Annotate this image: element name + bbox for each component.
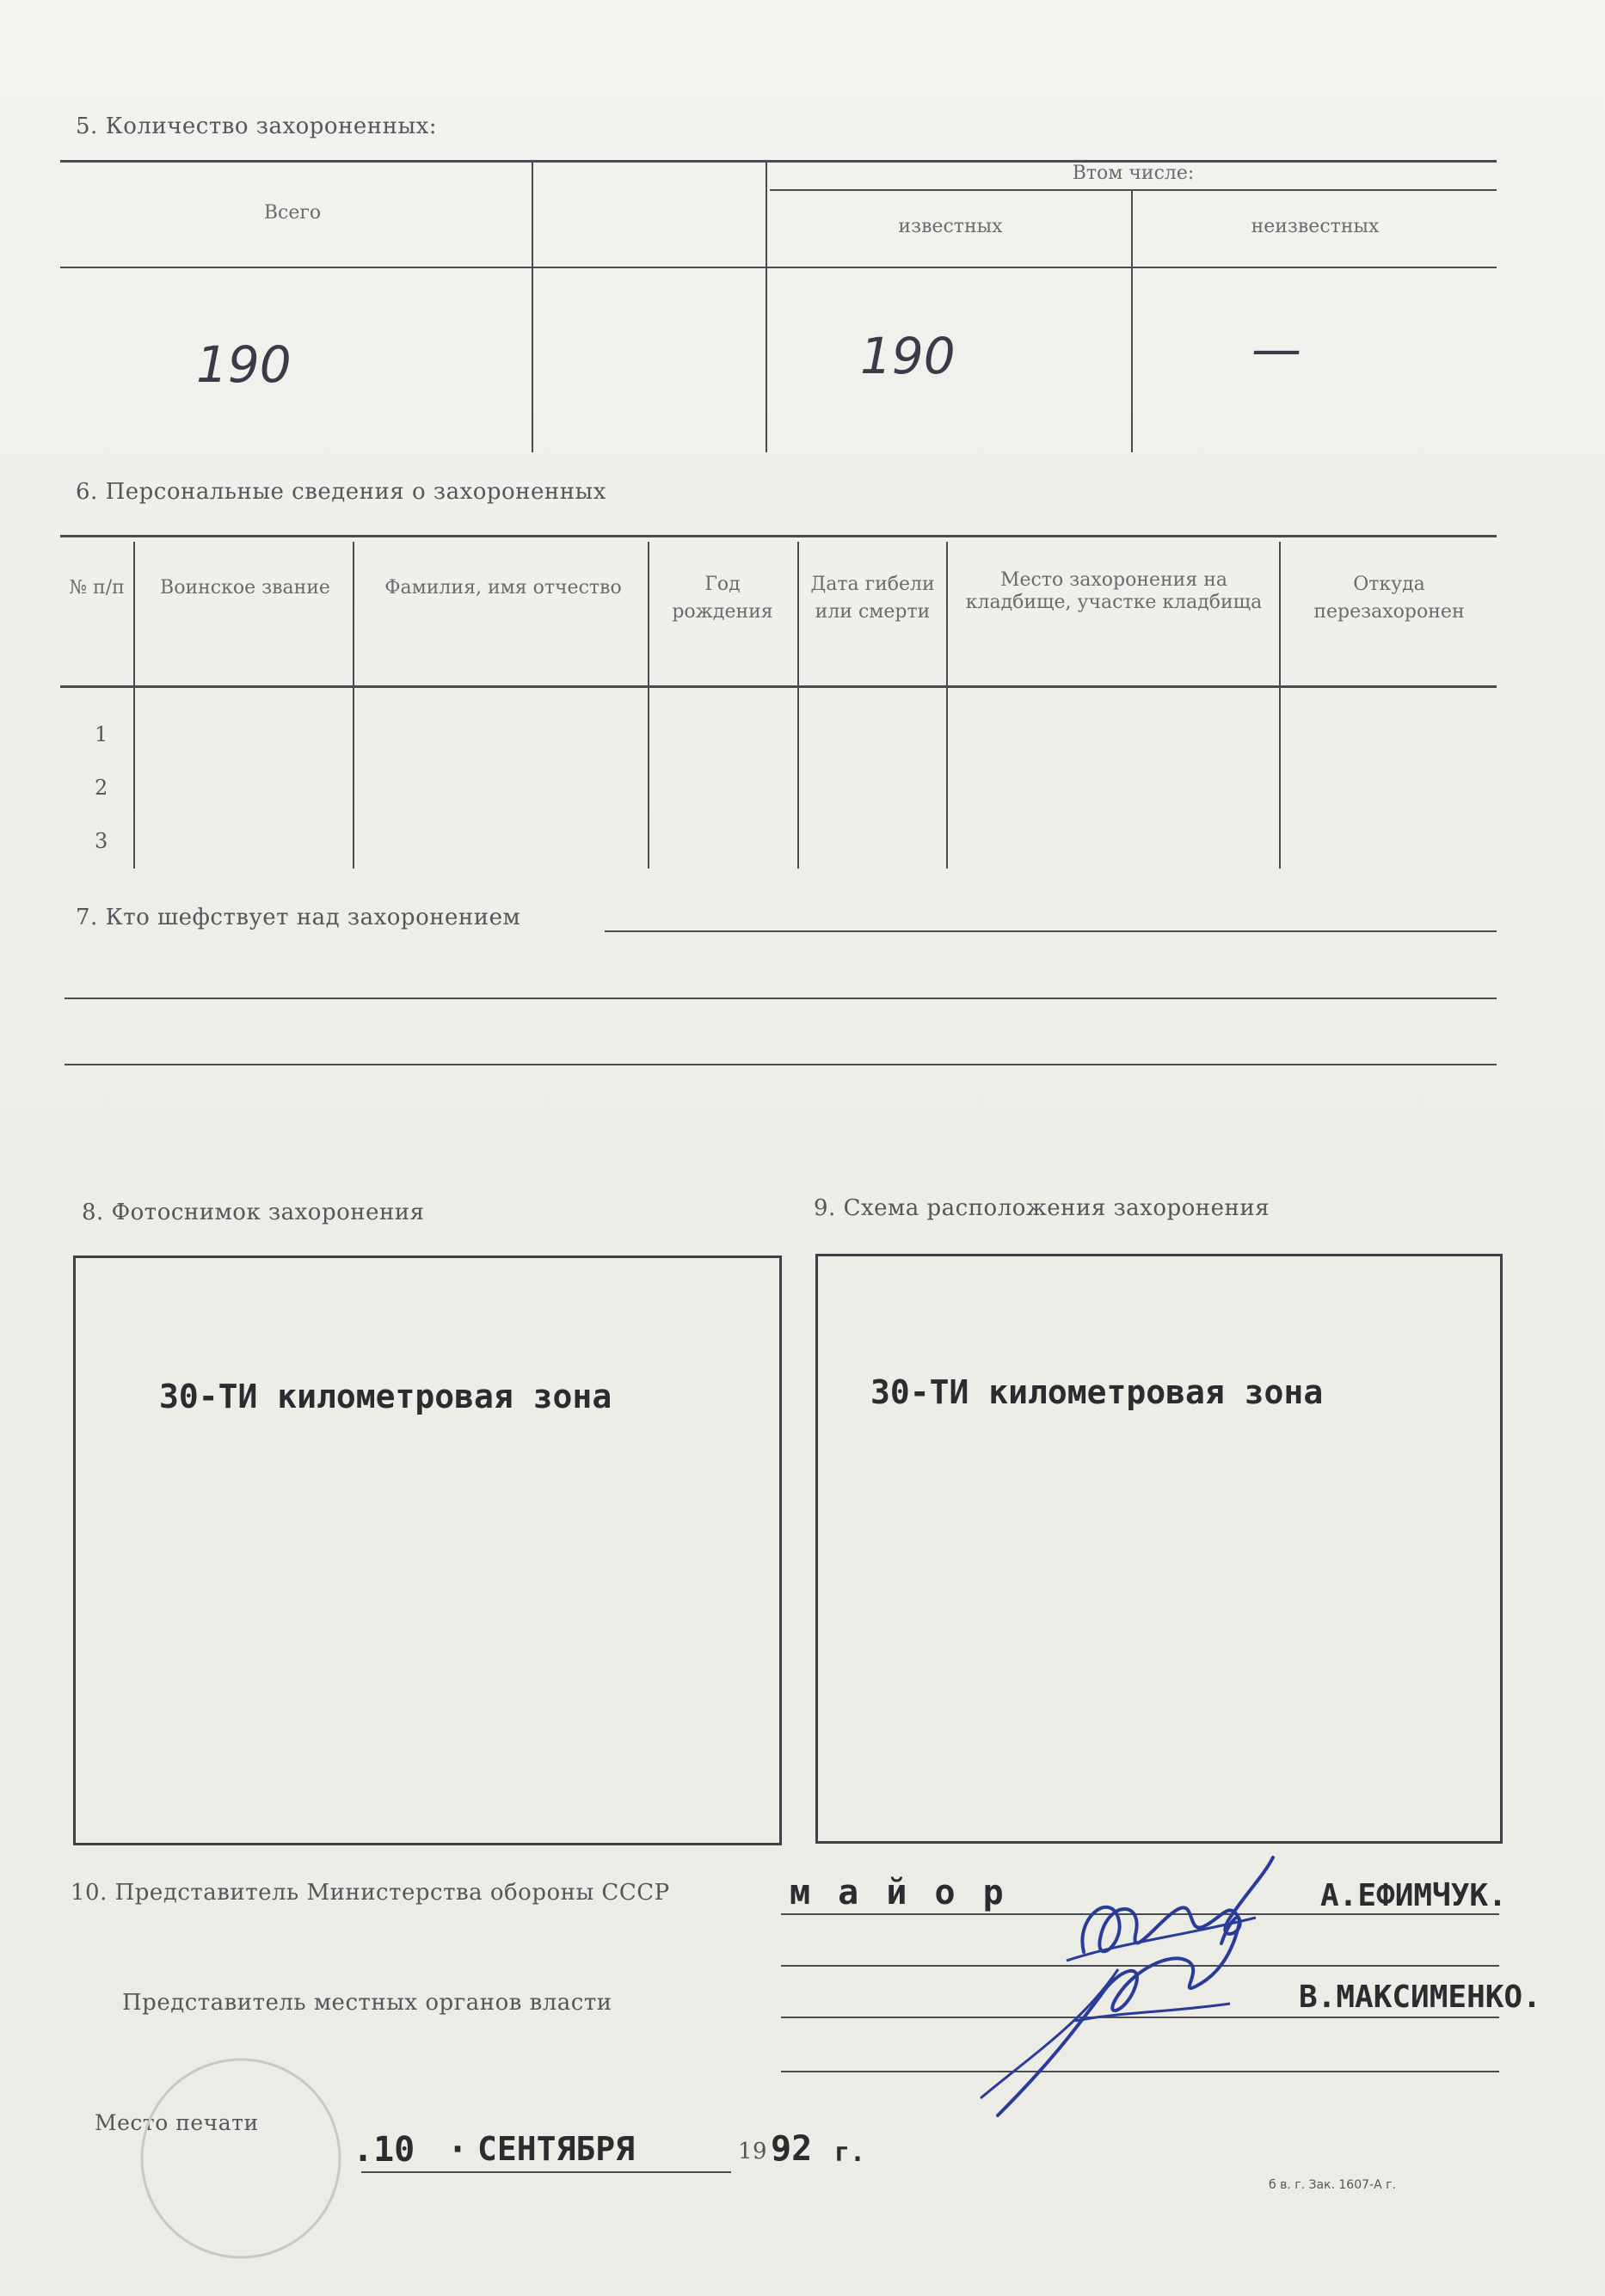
row-number: 3 xyxy=(95,829,108,853)
stamp-circle xyxy=(129,2047,353,2270)
row-number: 1 xyxy=(95,722,108,746)
header-name: Фамилия, имя отчество xyxy=(384,577,622,599)
header-death-date: Дата гибели или смерти xyxy=(810,574,935,623)
date-day: .10 xyxy=(353,2130,415,2170)
fill-line xyxy=(605,930,1497,932)
header-burial-place: Место захоронения на кладбище, участке кладбища xyxy=(965,569,1263,614)
divider xyxy=(766,160,767,452)
col-total-header: Всего xyxy=(263,202,322,224)
divider xyxy=(133,542,135,869)
divider xyxy=(353,542,354,869)
date-line xyxy=(361,2171,731,2173)
col-unknown-header: неизвестных xyxy=(1251,216,1380,237)
date-separator: · xyxy=(447,2130,469,2170)
divider xyxy=(532,160,533,452)
divider xyxy=(648,542,649,869)
col-including-header: Втом числе: xyxy=(1072,163,1195,184)
header-birth-year: Год рождения xyxy=(672,574,773,623)
divider xyxy=(770,189,1497,191)
fill-line xyxy=(65,1064,1497,1065)
header-num: № п/п xyxy=(69,577,125,599)
divider xyxy=(60,685,1497,688)
unknown-value: — xyxy=(1251,320,1301,378)
date-year-suffix: 92 xyxy=(771,2129,813,2169)
mod-name: А.ЕФИМЧУК. xyxy=(1320,1878,1507,1913)
photo-content: 30-ТИ километровая зона xyxy=(159,1378,612,1415)
mod-rank: м а й о р xyxy=(790,1873,1007,1912)
section9-title: 9. Схема расположения захоронения xyxy=(814,1195,1270,1221)
header-reburied-from: Откуда перезахоронен xyxy=(1313,574,1465,623)
stamp-place-label: Место печати xyxy=(95,2110,259,2135)
col-known-header: известных xyxy=(898,216,1003,237)
total-value: 190 xyxy=(196,335,292,394)
scheme-content: 30-ТИ километровая зона xyxy=(870,1373,1324,1411)
date-year-prefix: 19 xyxy=(738,2139,768,2164)
divider xyxy=(946,542,948,869)
divider xyxy=(60,535,1497,537)
scheme-frame xyxy=(815,1254,1503,1844)
divider xyxy=(1131,191,1133,452)
local-authority-title: Представитель местных органов власти xyxy=(122,1990,612,2016)
section6-title: 6. Персональные сведения о захороненных xyxy=(76,479,606,505)
signature-local xyxy=(946,1892,1307,2150)
section7-title: 7. Кто шефствует над захоронением xyxy=(76,905,521,930)
photo-frame xyxy=(73,1255,782,1845)
section5-title: 5. Количество захороненных: xyxy=(76,114,438,139)
print-info: б в. г. Зак. 1607-А г. xyxy=(1269,2178,1396,2192)
divider xyxy=(1279,542,1281,869)
fill-line xyxy=(65,998,1497,999)
divider xyxy=(797,542,799,869)
header-rank: Воинское звание xyxy=(160,577,330,599)
date-year-unit: г. xyxy=(834,2138,866,2168)
section10-title: 10. Представитель Министерства обороны СССР xyxy=(71,1880,670,1906)
local-name: В.МАКСИМЕНКО. xyxy=(1299,1980,1541,2015)
section8-title: 8. Фотоснимок захоронения xyxy=(82,1200,425,1225)
known-value: 190 xyxy=(860,327,956,385)
date-month: СЕНТЯБРЯ xyxy=(477,2130,636,2168)
row-number: 2 xyxy=(95,776,108,800)
divider xyxy=(60,267,1497,268)
